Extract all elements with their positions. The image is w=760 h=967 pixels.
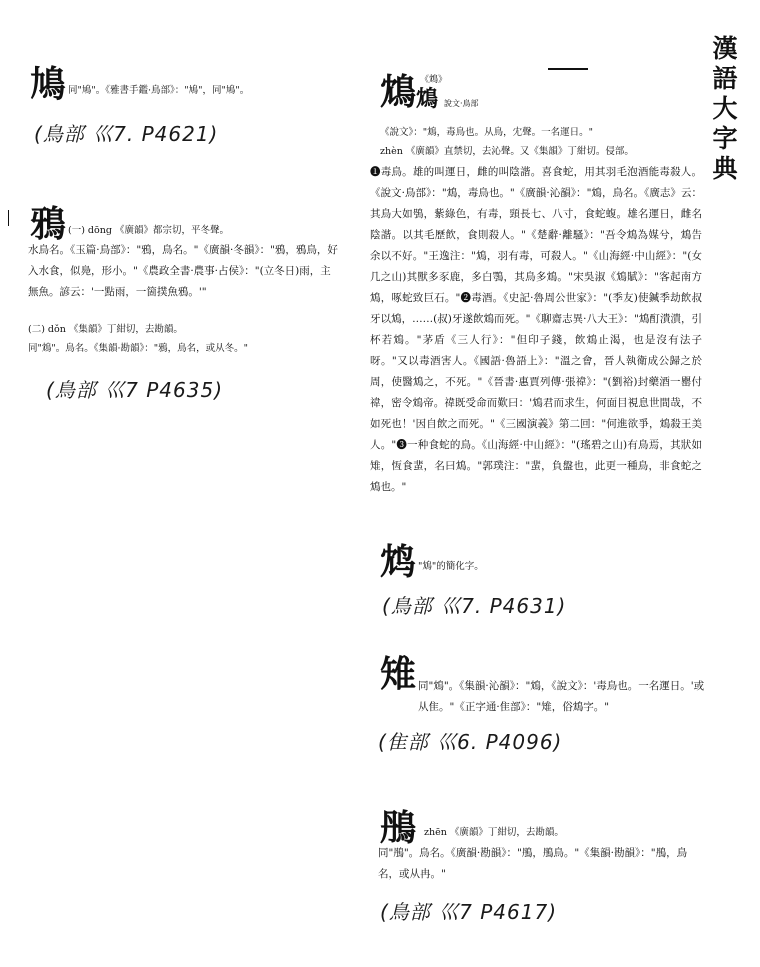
handwritten-note-5: (隹部 巛6. P4096)	[378, 730, 563, 754]
entry-2-line-3: 同"鴆"。鳥名。《集韻·勘韻》："鴉，鳥名，或从冬。"	[28, 343, 248, 354]
entry-3-shuowen: 《說文》："鴆，毒鳥也。从鳥，冘聲。一名運日。"	[380, 127, 593, 138]
entry-4-text: "鴆"的簡化字。	[418, 561, 484, 572]
seal-script-glyph: 鴆	[416, 86, 439, 112]
entry-5-text: 同"鴆"。《集韻·沁韻》："鴆，《說文》：'毒鳥也。一名運日。'或从隹。"《正字通·隹部》："雉，俗鴆字。"	[418, 680, 705, 713]
headword-3: 鴆	[380, 71, 416, 113]
headword-4: 鸩	[380, 541, 416, 583]
headword-6: 鴅	[380, 807, 416, 849]
handwritten-note-2: (鳥部 巛7 P4635)	[46, 378, 224, 402]
entry-2-reading-1: (一) dōng 《廣韻》都宗切，平冬聲。	[68, 225, 229, 236]
headword-2: 鴉	[30, 203, 66, 245]
handwritten-note-1: (鳥部 巛7. P4621)	[34, 122, 219, 146]
handwritten-note-6: (鳥部 巛7 P4617)	[380, 900, 558, 924]
entry-3-body: ❶毒鳥。雄的叫運日，雌的叫陰諧。喜食蛇，用其羽毛泡酒能毒殺人。《說文·鳥部》："鴆，毒鳥也。"《廣韻·沁韻》："鴆，鳥名。《廣志》云：其鳥大如鴞，紫綠色，有毒，頸長七、八寸，食蛇蝮。雄名運日，雌名陰諧。以其毛歷飲，食則殺人。"《楚辭·離騷》："吾令鴆為媒兮，鴆告余以不好。"王逸注："鴆，羽有毒，可殺人。"《山海經·中山經》："(女几之山)其獸多豕鹿，多白鶚，其鳥多鴆。"宋吳淑《鴆賦》："客起南方鴆，啄蛇致巨石。"❷毒酒。《史記·魯周公世家》："(季友)使鍼季劫飲叔牙以鴆，……(叔)牙遂飲鴆而死。"《聊齋志異·八大王》："鴆酊潰潰，引杯若鴆。"茅盾《三人行》："但印子錢，飲鴆止渴，也是沒有法子呀。"又以毒酒害人。《國語·魯語上》："溫之會，晉人執衛成公歸之於周，使醫鴆之，不死。"《晉書·惠賈列傳·張禕》："(劉裕)封藥酒一罌付禕，密令鴆帝。禕既受命而歎曰：'鴆君而求生，何面目視息世間哉，不如死也！'因自飲之而死。"《三國演義》第二回："何進欲爭，鴆殺王美人。"❸一种食蛇的鳥。《山海經·中山經》："(瑤碧之山)有鳥焉，其狀如雉，恆食蜚，名曰鴆。"郭璞注："蜚，負盤也，此更一種鳥，非食蛇之鴆也。"	[370, 166, 702, 493]
handwritten-note-4: (鳥部 巛7. P4631)	[382, 594, 567, 618]
margin-mark	[8, 210, 9, 226]
entry-6-reading: zhēn 《廣韻》丁紺切，去勘韻。	[424, 827, 564, 838]
entry-2-reading-2: (二) dǒn 《集韻》丁紺切，去勘韻。	[28, 324, 183, 335]
entry-1-text: 同"鳩"。《雅書手鑑·鳥部》："鳩"，同"鳩"。	[68, 85, 250, 96]
entry-6-body: 同"鴅"。鳥名。《廣韻·勘韻》："鴅，鴅鳥。"《集韻·勘韻》："鴅，鳥名，或从冉。"	[378, 847, 688, 880]
headword-1: 鳩	[30, 63, 66, 105]
entry-2-body: 水鳥名。《玉篇·鳥部》："鴉，鳥名。"《廣韻·冬韻》："鴉，鴉鳥，好入水食，似鳧，形小。"《農政全書·農事·占侯》："(立冬日)雨，主無魚。諺云：'一點雨，一箇撲魚鴉。'"	[28, 244, 338, 298]
entry-3-variant-label: 《鴆》	[420, 75, 448, 85]
headword-5: 雉	[380, 653, 416, 695]
book-title: 漢語大字典	[712, 34, 738, 183]
entry-3-reading: zhèn 《廣韻》直禁切，去沁聲。又《集韻》丁紺切。侵部。	[380, 146, 634, 157]
rule-line	[548, 68, 588, 70]
seal-caption: 說文·鳥部	[444, 99, 479, 108]
